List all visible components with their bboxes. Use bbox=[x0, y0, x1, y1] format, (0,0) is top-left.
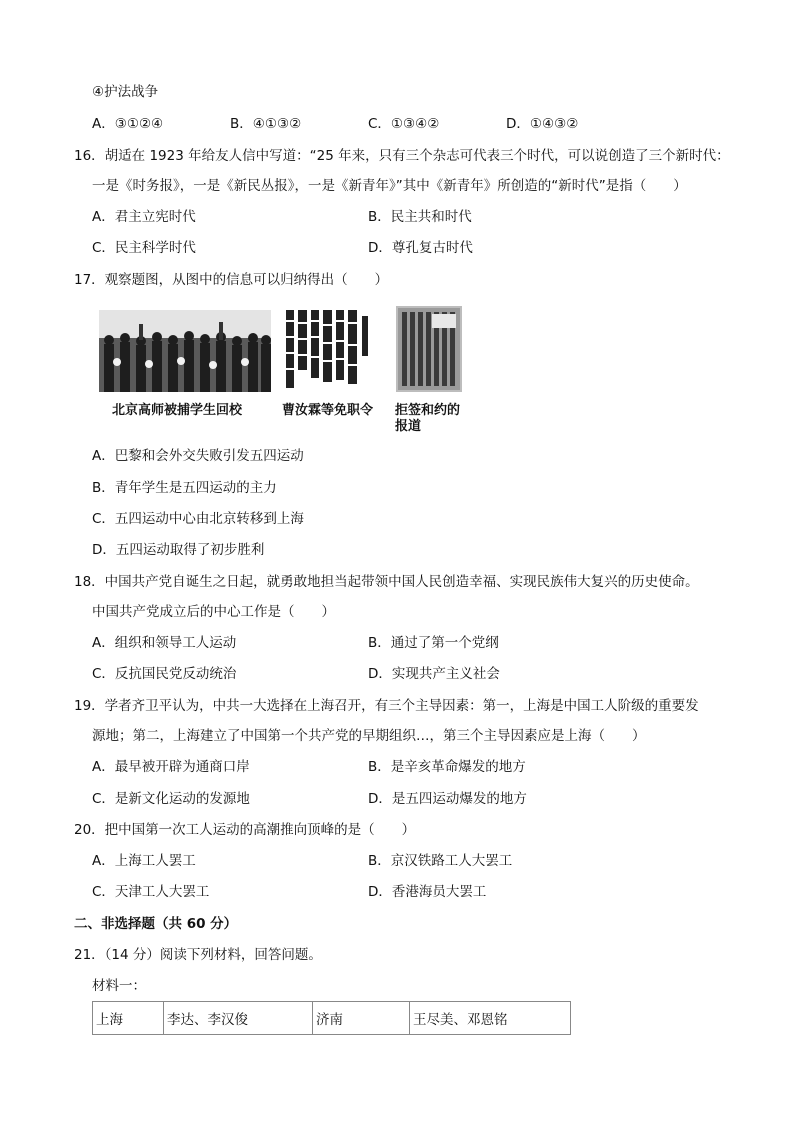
newspaper-report-image bbox=[396, 306, 462, 392]
q18-stem-line1: 18．中国共产党自诞生之日起，就勇敢地担当起带领中国人民创造幸福、实现民族伟大复兴的历史使命。 bbox=[74, 574, 699, 590]
q19-stem-line1: 19．学者齐卫平认为，中共一大选择在上海召开，有三个主导因素：第一，上海是中国工人阶级的重要发 bbox=[74, 698, 699, 714]
q17-option-d: D．五四运动取得了初步胜利 bbox=[92, 542, 265, 558]
q20-option-d: D．香港海员大罢工 bbox=[368, 884, 487, 900]
section-title: 二、非选择题（共 60 分） bbox=[74, 916, 238, 932]
q19-stem-line2: 源地；第二，上海建立了中国第一个共产党的早期组织…，第三个主导因素应是上海（ ） bbox=[92, 728, 646, 744]
q17-stem: 17．观察题图，从图中的信息可以归纳得出（ ） bbox=[74, 272, 389, 288]
table-cell: 上海 bbox=[93, 1002, 164, 1035]
q19-option-a: A．最早被开辟为通商口岸 bbox=[92, 759, 250, 775]
q19-option-b: B．是辛亥革命爆发的地方 bbox=[368, 759, 526, 775]
q15-item-4: ④护法战争 bbox=[92, 84, 159, 100]
q17-option-b: B．青年学生是五四运动的主力 bbox=[92, 480, 277, 496]
q16-option-c: C．民主科学时代 bbox=[92, 240, 196, 256]
material-table bbox=[92, 1001, 571, 1035]
q18-option-b: B．通过了第一个党纲 bbox=[368, 635, 499, 651]
q15-option-c: C．①③④② bbox=[368, 116, 440, 132]
material-label: 材料一： bbox=[92, 978, 146, 994]
table-cell: 王尽美、邓恩铭 bbox=[410, 1002, 571, 1035]
q18-option-a: A．组织和领导工人运动 bbox=[92, 635, 237, 651]
q18-option-d: D．实现共产主义社会 bbox=[368, 666, 500, 682]
q18-option-c: C．反抗国民党反动统治 bbox=[92, 666, 237, 682]
q15-option-b: B．④①③② bbox=[230, 116, 302, 132]
q15-option-d: D．①④③② bbox=[506, 116, 579, 132]
dismissal-order-image bbox=[282, 306, 378, 396]
q17-option-a: A．巴黎和会外交失败引发五四运动 bbox=[92, 448, 304, 464]
table-cell: 济南 bbox=[313, 1002, 410, 1035]
q20-option-c: C．天津工人大罢工 bbox=[92, 884, 210, 900]
q15-option-a: A．③①②④ bbox=[92, 116, 164, 132]
caption-refuse-treaty-1: 拒签和约的 bbox=[395, 403, 461, 418]
q16-option-d: D．尊孔复古时代 bbox=[368, 240, 473, 256]
q18-stem-line2: 中国共产党成立后的中心工作是（ ） bbox=[92, 604, 335, 620]
caption-students-return: 北京高师被捕学生回校 bbox=[112, 403, 243, 418]
caption-refuse-treaty-2: 报道 bbox=[395, 419, 422, 434]
q20-option-a: A．上海工人罢工 bbox=[92, 853, 196, 869]
q21-stem: 21．（14 分）阅读下列材料，回答问题。 bbox=[74, 947, 322, 963]
students-return-photo bbox=[99, 310, 271, 392]
q16-stem-line2: 一是《时务报》，一是《新民丛报》，一是《新青年》”其中《新青年》所创造的“新时代”是指（ ） bbox=[92, 178, 687, 194]
q16-option-a: A．君主立宪时代 bbox=[92, 209, 196, 225]
q20-option-b: B．京汉铁路工人大罢工 bbox=[368, 853, 513, 869]
table-cell: 李达、李汉俊 bbox=[164, 1002, 313, 1035]
q20-stem: 20．把中国第一次工人运动的高潮推向顶峰的是（ ） bbox=[74, 822, 416, 838]
table-row bbox=[93, 1002, 571, 1035]
caption-dismissal-order: 曹汝霖等免职令 bbox=[282, 403, 374, 418]
q16-stem-line1: 16．胡适在 1923 年给友人信中写道：“25 年来，只有三个杂志可代表三个时代，可以说创造了三个新时代： bbox=[74, 148, 730, 164]
q16-option-b: B．民主共和时代 bbox=[368, 209, 472, 225]
q19-option-c: C．是新文化运动的发源地 bbox=[92, 791, 250, 807]
q19-option-d: D．是五四运动爆发的地方 bbox=[368, 791, 527, 807]
q17-option-c: C．五四运动中心由北京转移到上海 bbox=[92, 511, 304, 527]
